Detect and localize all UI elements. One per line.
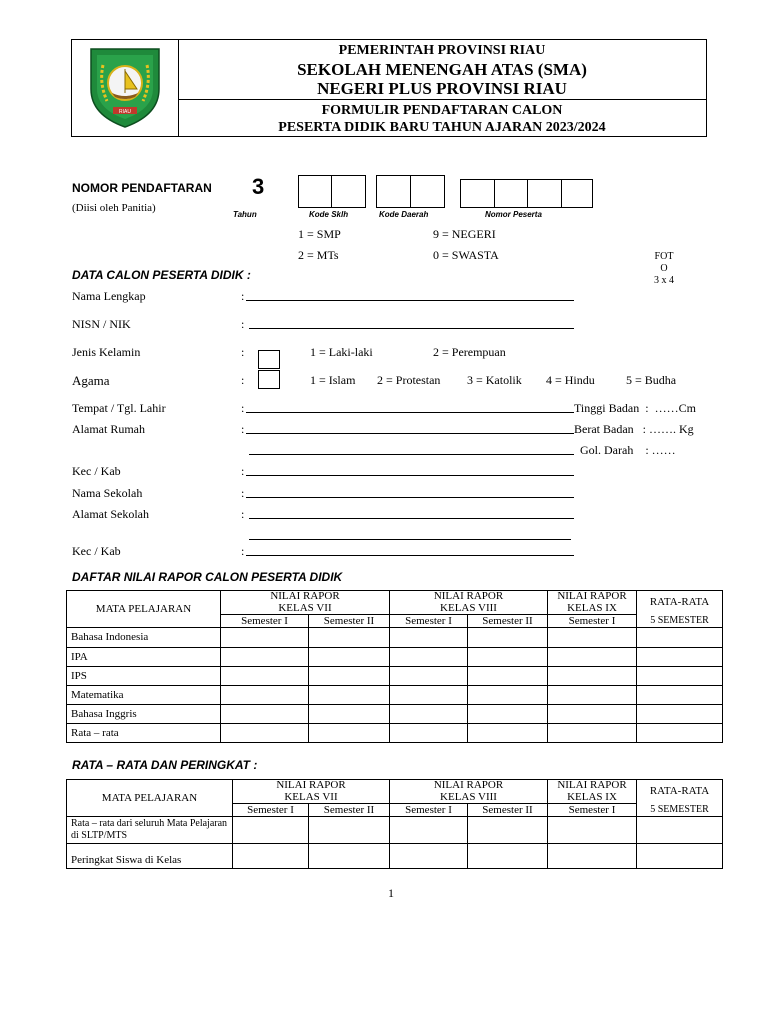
label-nisn: NISN / NIK bbox=[72, 317, 131, 331]
caption-nomor-peserta: Nomor Peserta bbox=[485, 210, 542, 219]
label-agama: Agama bbox=[72, 373, 110, 388]
gender-option-1: 1 = Laki-laki bbox=[310, 345, 373, 359]
berat-badan: Berat Badan : ……. Kg bbox=[574, 422, 694, 436]
table-row: Bahasa Indonesia bbox=[67, 628, 723, 648]
riau-emblem-icon bbox=[85, 45, 165, 129]
section-grades-title: DAFTAR NILAI RAPOR CALON PESERTA DIDIK bbox=[72, 570, 343, 584]
registration-label: NOMOR PENDAFTARAN bbox=[72, 181, 212, 195]
table-row: Bahasa Inggris bbox=[67, 705, 723, 724]
label-alamat: Alamat Rumah bbox=[72, 422, 145, 436]
table-row: IPS bbox=[67, 667, 723, 686]
form-subtitle: PESERTA DIDIK BARU TAHUN AJARAN 2023/2024 bbox=[278, 120, 606, 135]
input-kec-kab[interactable] bbox=[246, 475, 574, 476]
registration-note: (Diisi oleh Panitia) bbox=[72, 202, 156, 214]
input-kec-kab-sekolah[interactable] bbox=[246, 555, 574, 556]
input-nisn[interactable] bbox=[249, 328, 574, 329]
caption-kode-sklh: Kode Sklh bbox=[309, 210, 349, 219]
label-jenis-kelamin: Jenis Kelamin bbox=[72, 345, 141, 359]
school-subtitle: NEGERI PLUS PROVINSI RIAU bbox=[317, 79, 567, 98]
page-number: 1 bbox=[388, 886, 394, 900]
col-mata-pelajaran: MATA PELAJARAN bbox=[67, 591, 221, 628]
religion-option-4: 4 = Hindu bbox=[546, 373, 595, 387]
gol-darah: Gol. Darah : …… bbox=[580, 443, 676, 457]
form-title: FORMULIR PENDAFTARAN CALON bbox=[321, 103, 563, 118]
logo-cell bbox=[72, 40, 179, 136]
letterhead bbox=[71, 39, 707, 137]
caption-kode-daerah: Kode Daerah bbox=[379, 210, 429, 219]
school-title: SEKOLAH MENENGAH ATAS (SMA) bbox=[297, 60, 587, 79]
input-alamat[interactable] bbox=[246, 433, 574, 434]
section-rank-title: RATA – RATA DAN PERINGKAT : bbox=[72, 758, 258, 772]
legend-smp: 1 = SMP bbox=[298, 227, 341, 241]
label-alamat-sekolah: Alamat Sekolah bbox=[72, 507, 149, 521]
year-digit: 3 bbox=[252, 174, 265, 199]
input-alamat-sekolah-2[interactable] bbox=[249, 539, 571, 540]
gender-box[interactable] bbox=[258, 350, 280, 369]
label-ttl: Tempat / Tgl. Lahir bbox=[72, 401, 166, 415]
caption-tahun: Tahun bbox=[233, 210, 257, 219]
svg-text:RIAU: RIAU bbox=[119, 109, 131, 115]
religion-option-2: 2 = Protestan bbox=[377, 373, 441, 387]
table-row: IPA bbox=[67, 648, 723, 667]
input-nama-sekolah[interactable] bbox=[246, 497, 574, 498]
gender-option-2: 2 = Perempuan bbox=[433, 345, 506, 359]
label-nama: Nama Lengkap bbox=[72, 289, 146, 303]
input-nama[interactable] bbox=[246, 300, 574, 301]
input-alamat-2[interactable] bbox=[249, 454, 574, 455]
gov-title: PEMERINTAH PROVINSI RIAU bbox=[338, 43, 546, 58]
religion-option-1: 1 = Islam bbox=[310, 373, 356, 387]
photo-placeholder: FOT O 3 x 4 bbox=[654, 251, 674, 286]
religion-option-5: 5 = Budha bbox=[626, 373, 677, 387]
kode-sklh-boxes[interactable] bbox=[298, 175, 366, 208]
section-data-title: DATA CALON PESERTA DIDIK : bbox=[72, 268, 251, 282]
label-kec-kab-sekolah: Kec / Kab bbox=[72, 544, 121, 558]
input-alamat-sekolah[interactable] bbox=[249, 518, 574, 519]
rank-table: MATA PELAJARAN NILAI RAPOR NILAI RAPOR NILAI RAPOR RATA-RATA KELAS VII KELAS VIII KELAS IX Semester I Semester II Semester I Semester II Semester I 5 SEMESTER Rata – rata dari seluruh Mata Pelajaran di SLTP/MTS Peringkat Siswa di Kelas bbox=[66, 779, 723, 869]
legend-mts: 2 = MTs bbox=[298, 248, 339, 262]
grades-table: MATA PELAJARAN NILAI RAPOR NILAI RAPOR NILAI RAPOR RATA-RATA KELAS VII KELAS VIII KELAS IX Semester I Semester II Semester I Semester II Semester I 5 SEMESTER Bahasa Indonesia IPA IPS Matematika Bahasa Inggris Rata – rata bbox=[66, 590, 723, 743]
religion-option-3: 3 = Katolik bbox=[467, 373, 522, 387]
input-ttl[interactable] bbox=[246, 412, 574, 413]
label-nama-sekolah: Nama Sekolah bbox=[72, 486, 143, 500]
table-row: Rata – rata dari seluruh Mata Pelajaran di SLTP/MTS bbox=[67, 817, 723, 844]
label-kec-kab: Kec / Kab bbox=[72, 464, 121, 478]
religion-box[interactable] bbox=[258, 370, 280, 389]
table-row: Matematika bbox=[67, 686, 723, 705]
tinggi-badan: Tinggi Badan : ……Cm bbox=[574, 401, 696, 415]
legend-swasta: 0 = SWASTA bbox=[433, 248, 499, 262]
table-row: Rata – rata bbox=[67, 724, 723, 743]
legend-negeri: 9 = NEGERI bbox=[433, 227, 496, 241]
table-row: Peringkat Siswa di Kelas bbox=[67, 844, 723, 869]
